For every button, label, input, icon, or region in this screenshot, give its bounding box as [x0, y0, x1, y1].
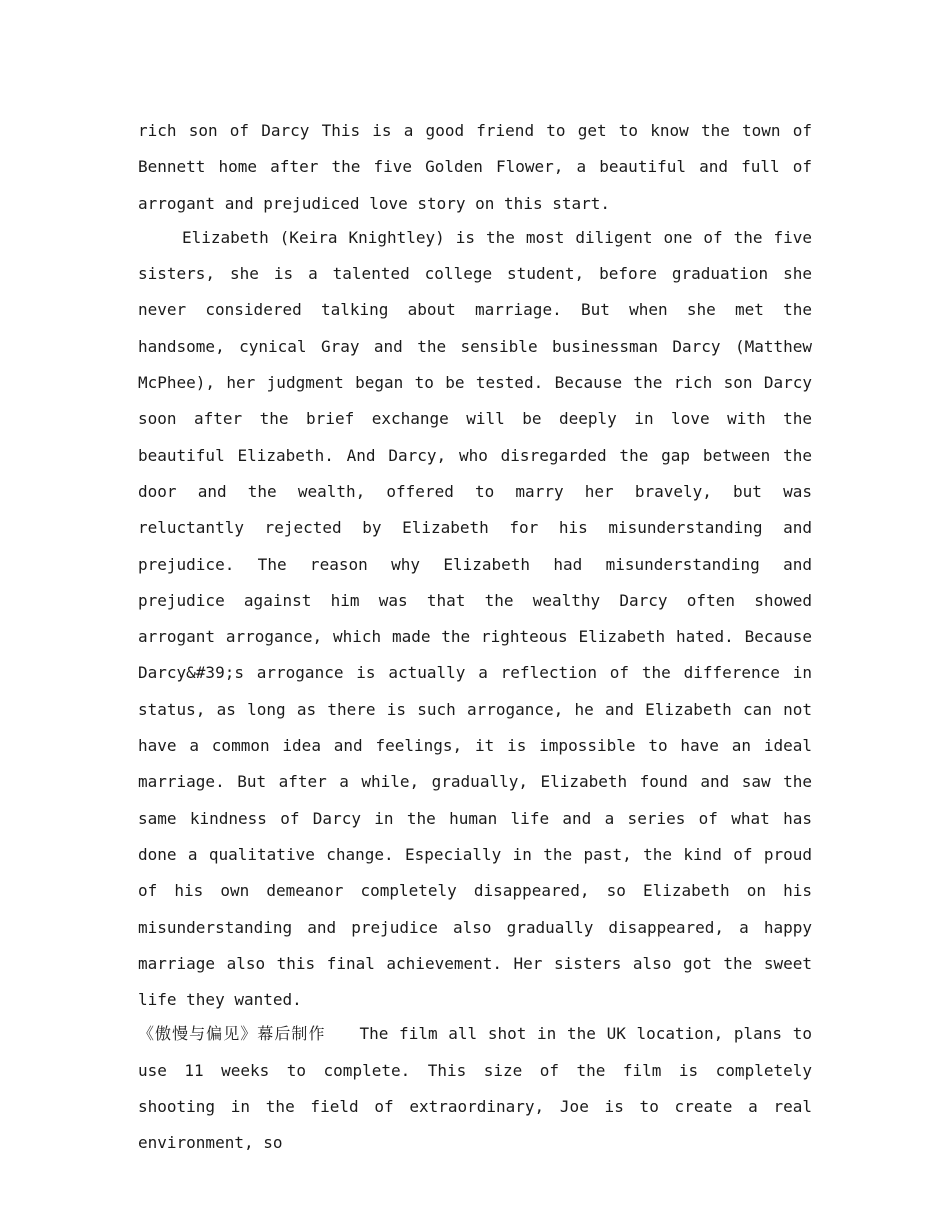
section-text: The film all shot in the UK location, plans to use 11 weeks to complete. This size of the film is completely shooting in the field of extraordinary, Joe is to create a real environment, so	[138, 1024, 812, 1153]
paragraph-behind-scenes	[138, 1016, 812, 1161]
paragraph-intro: rich son of Darcy This is a good friend to get to know the town of Bennett home after the five Golden Flower, a beautiful and full of arrogant and prejudiced love story on this start.	[138, 121, 812, 213]
paragraph-story: Elizabeth (Keira Knightley) is the most diligent one of the five sisters, she is a talented college student, before graduation she never considered talking about marriage. But when she met the handsome, cynical Gray and the sensible businessman Darcy (Matthew McPhee), her judgment began to be tested. Because the rich son Darcy soon after the brief exchange will be deeply in love with the beautiful Elizabeth. And Darcy, who disregarded the gap between the door and the wealth, offered to marry her bravely, but was reluctantly rejected by Elizabeth for his misunderstanding and prejudice. The reason why Elizabeth had misunderstanding and prejudice against him was that the wealthy Darcy often showed arrogant arrogance, which made the righteous Elizabeth hated. Because Darcy&#39;s arrogance is actually a reflection of the difference in status, as long as there is such arrogance, he and Elizabeth can not have a common idea and feelings, it is impossible to have an ideal marriage. But after a while, gradually, Elizabeth found and saw the same kindness of Darcy in the human life and a series of what has done a qualitative change. Especially in the past, the kind of proud of his own demeanor completely disappeared, so Elizabeth on his misunderstanding and prejudice also gradually disappeared, a happy marriage also this final achievement. Her sisters also got the sweet life they wanted.	[138, 227, 812, 1010]
section-heading: 《傲慢与偏见》幕后制作	[138, 1024, 326, 1044]
document-page	[138, 113, 812, 1162]
